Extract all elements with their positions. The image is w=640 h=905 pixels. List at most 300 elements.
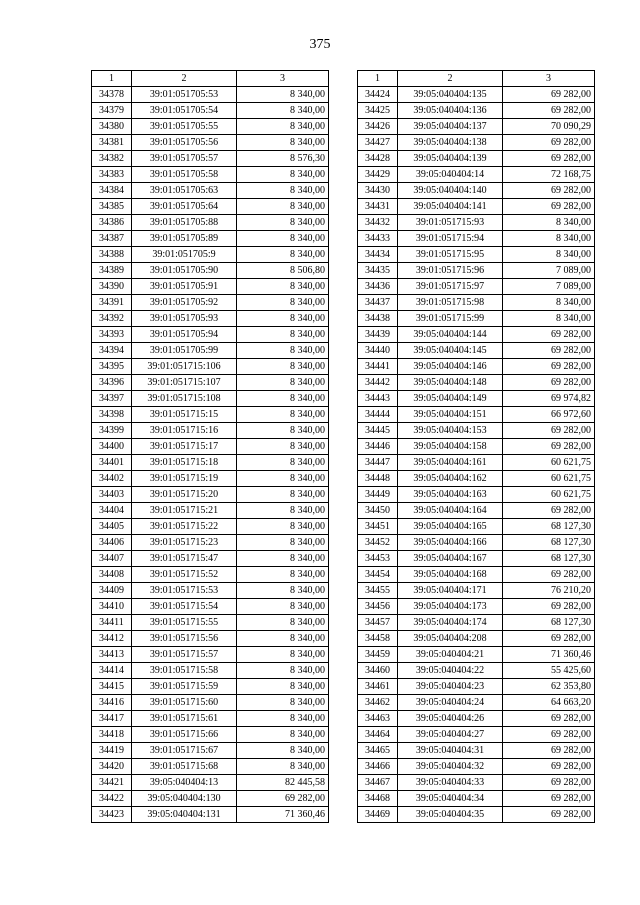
row-number-cell: 34408 <box>92 567 132 583</box>
value-cell: 8 340,00 <box>237 711 329 727</box>
cadastral-number-cell: 39:01:051705:53 <box>132 87 237 103</box>
row-number-cell: 34424 <box>358 87 398 103</box>
cadastral-number-cell: 39:01:051715:107 <box>132 375 237 391</box>
row-number-cell: 34460 <box>358 663 398 679</box>
row-number-cell: 34433 <box>358 231 398 247</box>
row-number-cell: 34409 <box>92 583 132 599</box>
value-cell: 8 340,00 <box>237 743 329 759</box>
value-cell: 69 974,82 <box>503 391 595 407</box>
row-number-cell: 34418 <box>92 727 132 743</box>
cadastral-number-cell: 39:01:051715:22 <box>132 519 237 535</box>
cadastral-number-cell: 39:01:051705:94 <box>132 327 237 343</box>
table-row <box>358 471 595 487</box>
row-number-cell: 34454 <box>358 567 398 583</box>
value-cell: 8 340,00 <box>237 135 329 151</box>
table-row <box>92 359 329 375</box>
row-number-cell: 34431 <box>358 199 398 215</box>
value-cell: 8 340,00 <box>237 391 329 407</box>
cadastral-number-cell: 39:01:051715:96 <box>398 263 503 279</box>
table-row <box>358 663 595 679</box>
value-cell: 82 445,58 <box>237 775 329 791</box>
table-row <box>358 807 595 823</box>
table-row <box>92 535 329 551</box>
row-number-cell: 34416 <box>92 695 132 711</box>
cadastral-number-cell: 39:01:051705:89 <box>132 231 237 247</box>
row-number-cell: 34463 <box>358 711 398 727</box>
table-row <box>92 695 329 711</box>
row-number-cell: 34380 <box>92 119 132 135</box>
row-number-cell: 34447 <box>358 455 398 471</box>
row-number-cell: 34446 <box>358 439 398 455</box>
value-cell: 8 340,00 <box>237 103 329 119</box>
row-number-cell: 34405 <box>92 519 132 535</box>
table-left-body <box>92 71 329 823</box>
value-cell: 8 340,00 <box>237 343 329 359</box>
row-number-cell: 34452 <box>358 535 398 551</box>
cadastral-number-cell: 39:05:040404:149 <box>398 391 503 407</box>
value-cell: 69 282,00 <box>503 359 595 375</box>
value-cell: 8 340,00 <box>237 631 329 647</box>
cadastral-number-cell: 39:01:051715:15 <box>132 407 237 423</box>
cadastral-number-cell: 39:05:040404:163 <box>398 487 503 503</box>
value-cell: 69 282,00 <box>503 183 595 199</box>
table-row <box>92 727 329 743</box>
cadastral-number-cell: 39:05:040404:166 <box>398 535 503 551</box>
value-cell: 69 282,00 <box>503 599 595 615</box>
cadastral-number-cell: 39:05:040404:171 <box>398 583 503 599</box>
value-cell: 72 168,75 <box>503 167 595 183</box>
table-row <box>358 775 595 791</box>
value-cell: 60 621,75 <box>503 471 595 487</box>
cadastral-number-cell: 39:05:040404:27 <box>398 727 503 743</box>
row-number-cell: 34410 <box>92 599 132 615</box>
row-number-cell: 34422 <box>92 791 132 807</box>
row-number-cell: 34420 <box>92 759 132 775</box>
table-row <box>92 103 329 119</box>
value-cell: 8 340,00 <box>237 759 329 775</box>
value-cell: 8 340,00 <box>237 407 329 423</box>
row-number-cell: 34417 <box>92 711 132 727</box>
cadastral-number-cell: 39:01:051715:108 <box>132 391 237 407</box>
table-row <box>358 183 595 199</box>
table-row <box>358 791 595 807</box>
table-row <box>92 743 329 759</box>
table-header-row <box>358 71 595 87</box>
table-row <box>358 343 595 359</box>
table-row <box>92 615 329 631</box>
table-row <box>92 263 329 279</box>
row-number-cell: 34396 <box>92 375 132 391</box>
table-row <box>358 487 595 503</box>
value-cell: 68 127,30 <box>503 535 595 551</box>
table-row <box>358 615 595 631</box>
value-cell: 8 340,00 <box>237 327 329 343</box>
row-number-cell: 34453 <box>358 551 398 567</box>
row-number-cell: 34397 <box>92 391 132 407</box>
cadastral-number-cell: 39:05:040404:161 <box>398 455 503 471</box>
cadastral-number-cell: 39:05:040404:35 <box>398 807 503 823</box>
row-number-cell: 34451 <box>358 519 398 535</box>
table-row <box>92 199 329 215</box>
value-cell: 8 340,00 <box>237 295 329 311</box>
row-number-cell: 34402 <box>92 471 132 487</box>
value-cell: 69 282,00 <box>503 199 595 215</box>
table-row <box>92 807 329 823</box>
row-number-cell: 34439 <box>358 327 398 343</box>
table-row <box>358 391 595 407</box>
row-number-cell: 34461 <box>358 679 398 695</box>
value-cell: 8 340,00 <box>503 295 595 311</box>
cadastral-number-cell: 39:05:040404:148 <box>398 375 503 391</box>
table-row <box>358 583 595 599</box>
table-row <box>92 791 329 807</box>
row-number-cell: 34458 <box>358 631 398 647</box>
cadastral-number-cell: 39:05:040404:144 <box>398 327 503 343</box>
row-number-cell: 34385 <box>92 199 132 215</box>
value-cell: 69 282,00 <box>503 423 595 439</box>
table-row <box>92 407 329 423</box>
cadastral-number-cell: 39:01:051705:57 <box>132 151 237 167</box>
cadastral-number-cell: 39:01:051715:19 <box>132 471 237 487</box>
value-cell: 71 360,46 <box>237 807 329 823</box>
table-row <box>92 487 329 503</box>
row-number-cell: 34443 <box>358 391 398 407</box>
value-cell: 68 127,30 <box>503 519 595 535</box>
table-row <box>358 647 595 663</box>
row-number-cell: 34381 <box>92 135 132 151</box>
table-row <box>92 327 329 343</box>
table-row <box>358 359 595 375</box>
row-number-cell: 34438 <box>358 311 398 327</box>
cadastral-number-cell: 39:01:051715:16 <box>132 423 237 439</box>
cadastral-number-cell: 39:01:051715:56 <box>132 631 237 647</box>
cadastral-number-cell: 39:01:051715:98 <box>398 295 503 311</box>
table-row <box>92 599 329 615</box>
table-left <box>91 70 329 823</box>
value-cell: 69 282,00 <box>237 791 329 807</box>
table-row <box>92 775 329 791</box>
cadastral-number-cell: 39:01:051715:18 <box>132 455 237 471</box>
cadastral-number-cell: 39:05:040404:174 <box>398 615 503 631</box>
row-number-cell: 34421 <box>92 775 132 791</box>
header-cell-2: 2 <box>132 71 237 87</box>
table-row <box>92 231 329 247</box>
value-cell: 8 340,00 <box>237 519 329 535</box>
table-row <box>358 711 595 727</box>
table-header-row <box>92 71 329 87</box>
table-row <box>358 135 595 151</box>
cadastral-number-cell: 39:05:040404:21 <box>398 647 503 663</box>
table-row <box>92 647 329 663</box>
table-row <box>358 87 595 103</box>
value-cell: 8 340,00 <box>237 679 329 695</box>
cadastral-number-cell: 39:01:051715:53 <box>132 583 237 599</box>
cadastral-number-cell: 39:05:040404:22 <box>398 663 503 679</box>
table-row <box>92 679 329 695</box>
cadastral-number-cell: 39:01:051715:106 <box>132 359 237 375</box>
row-number-cell: 34392 <box>92 311 132 327</box>
row-number-cell: 34425 <box>358 103 398 119</box>
cadastral-number-cell: 39:05:040404:168 <box>398 567 503 583</box>
cadastral-number-cell: 39:01:051715:60 <box>132 695 237 711</box>
cadastral-number-cell: 39:01:051705:93 <box>132 311 237 327</box>
table-row <box>92 503 329 519</box>
cadastral-number-cell: 39:01:051705:88 <box>132 215 237 231</box>
table-row <box>358 119 595 135</box>
value-cell: 71 360,46 <box>503 647 595 663</box>
cadastral-number-cell: 39:05:040404:33 <box>398 775 503 791</box>
row-number-cell: 34389 <box>92 263 132 279</box>
value-cell: 69 282,00 <box>503 439 595 455</box>
row-number-cell: 34383 <box>92 167 132 183</box>
value-cell: 8 340,00 <box>237 359 329 375</box>
table-row <box>92 663 329 679</box>
cadastral-number-cell: 39:01:051715:59 <box>132 679 237 695</box>
row-number-cell: 34468 <box>358 791 398 807</box>
cadastral-number-cell: 39:01:051715:93 <box>398 215 503 231</box>
table-row <box>358 279 595 295</box>
cadastral-number-cell: 39:01:051715:97 <box>398 279 503 295</box>
table-row <box>358 231 595 247</box>
row-number-cell: 34384 <box>92 183 132 199</box>
value-cell: 69 282,00 <box>503 503 595 519</box>
header-cell-2: 2 <box>398 71 503 87</box>
table-row <box>92 215 329 231</box>
cadastral-number-cell: 39:01:051705:92 <box>132 295 237 311</box>
row-number-cell: 34411 <box>92 615 132 631</box>
value-cell: 8 340,00 <box>237 583 329 599</box>
table-row <box>358 567 595 583</box>
cadastral-number-cell: 39:01:051705:90 <box>132 263 237 279</box>
cadastral-number-cell: 39:01:051705:9 <box>132 247 237 263</box>
row-number-cell: 34435 <box>358 263 398 279</box>
table-row <box>358 599 595 615</box>
row-number-cell: 34456 <box>358 599 398 615</box>
row-number-cell: 34465 <box>358 743 398 759</box>
row-number-cell: 34419 <box>92 743 132 759</box>
row-number-cell: 34400 <box>92 439 132 455</box>
value-cell: 8 340,00 <box>237 439 329 455</box>
value-cell: 8 340,00 <box>503 231 595 247</box>
value-cell: 69 282,00 <box>503 375 595 391</box>
row-number-cell: 34394 <box>92 343 132 359</box>
row-number-cell: 34379 <box>92 103 132 119</box>
cadastral-number-cell: 39:01:051715:20 <box>132 487 237 503</box>
row-number-cell: 34427 <box>358 135 398 151</box>
row-number-cell: 34401 <box>92 455 132 471</box>
row-number-cell: 34407 <box>92 551 132 567</box>
cadastral-number-cell: 39:01:051715:55 <box>132 615 237 631</box>
row-number-cell: 34437 <box>358 295 398 311</box>
header-cell-1: 1 <box>92 71 132 87</box>
table-row <box>92 247 329 263</box>
cadastral-number-cell: 39:05:040404:138 <box>398 135 503 151</box>
cadastral-number-cell: 39:05:040404:158 <box>398 439 503 455</box>
row-number-cell: 34442 <box>358 375 398 391</box>
value-cell: 69 282,00 <box>503 775 595 791</box>
table-row <box>92 391 329 407</box>
table-row <box>358 215 595 231</box>
value-cell: 8 340,00 <box>237 183 329 199</box>
cadastral-number-cell: 39:05:040404:14 <box>398 167 503 183</box>
row-number-cell: 34403 <box>92 487 132 503</box>
table-row <box>358 151 595 167</box>
table-row <box>92 295 329 311</box>
table-row <box>92 167 329 183</box>
table-row <box>92 583 329 599</box>
row-number-cell: 34413 <box>92 647 132 663</box>
cadastral-number-cell: 39:05:040404:141 <box>398 199 503 215</box>
value-cell: 69 282,00 <box>503 743 595 759</box>
table-row <box>358 423 595 439</box>
value-cell: 55 425,60 <box>503 663 595 679</box>
cadastral-number-cell: 39:01:051715:58 <box>132 663 237 679</box>
row-number-cell: 34432 <box>358 215 398 231</box>
table-row <box>358 311 595 327</box>
value-cell: 8 340,00 <box>237 423 329 439</box>
cadastral-number-cell: 39:01:051715:99 <box>398 311 503 327</box>
value-cell: 8 340,00 <box>237 535 329 551</box>
table-row <box>92 135 329 151</box>
row-number-cell: 34395 <box>92 359 132 375</box>
table-row <box>92 279 329 295</box>
table-row <box>92 423 329 439</box>
value-cell: 8 340,00 <box>503 247 595 263</box>
row-number-cell: 34404 <box>92 503 132 519</box>
cadastral-number-cell: 39:05:040404:137 <box>398 119 503 135</box>
table-right <box>357 70 595 823</box>
table-row <box>358 631 595 647</box>
table-row <box>358 375 595 391</box>
table-row <box>358 503 595 519</box>
row-number-cell: 34382 <box>92 151 132 167</box>
row-number-cell: 34434 <box>358 247 398 263</box>
row-number-cell: 34440 <box>358 343 398 359</box>
cadastral-number-cell: 39:01:051715:17 <box>132 439 237 455</box>
value-cell: 8 340,00 <box>237 215 329 231</box>
table-row <box>358 455 595 471</box>
table-row <box>92 87 329 103</box>
value-cell: 8 340,00 <box>237 119 329 135</box>
value-cell: 8 340,00 <box>237 455 329 471</box>
value-cell: 8 576,30 <box>237 151 329 167</box>
table-row <box>92 311 329 327</box>
header-cell-3: 3 <box>237 71 329 87</box>
cadastral-number-cell: 39:01:051705:54 <box>132 103 237 119</box>
value-cell: 8 340,00 <box>237 695 329 711</box>
table-row <box>92 759 329 775</box>
table-row <box>358 759 595 775</box>
cadastral-number-cell: 39:05:040404:26 <box>398 711 503 727</box>
cadastral-number-cell: 39:05:040404:146 <box>398 359 503 375</box>
table-row <box>92 567 329 583</box>
value-cell: 8 340,00 <box>237 471 329 487</box>
cadastral-number-cell: 39:01:051715:54 <box>132 599 237 615</box>
value-cell: 69 282,00 <box>503 151 595 167</box>
row-number-cell: 34449 <box>358 487 398 503</box>
table-row <box>358 535 595 551</box>
cadastral-number-cell: 39:05:040404:135 <box>398 87 503 103</box>
table-row <box>92 119 329 135</box>
row-number-cell: 34412 <box>92 631 132 647</box>
cadastral-number-cell: 39:05:040404:13 <box>132 775 237 791</box>
value-cell: 69 282,00 <box>503 727 595 743</box>
value-cell: 68 127,30 <box>503 615 595 631</box>
row-number-cell: 34469 <box>358 807 398 823</box>
value-cell: 8 340,00 <box>237 87 329 103</box>
row-number-cell: 34462 <box>358 695 398 711</box>
cadastral-number-cell: 39:05:040404:173 <box>398 599 503 615</box>
row-number-cell: 34426 <box>358 119 398 135</box>
cadastral-number-cell: 39:01:051715:47 <box>132 551 237 567</box>
row-number-cell: 34444 <box>358 407 398 423</box>
value-cell: 7 089,00 <box>503 279 595 295</box>
row-number-cell: 34423 <box>92 807 132 823</box>
row-number-cell: 34450 <box>358 503 398 519</box>
cadastral-number-cell: 39:05:040404:145 <box>398 343 503 359</box>
value-cell: 62 353,80 <box>503 679 595 695</box>
value-cell: 8 340,00 <box>503 215 595 231</box>
row-number-cell: 34398 <box>92 407 132 423</box>
value-cell: 8 506,80 <box>237 263 329 279</box>
row-number-cell: 34399 <box>92 423 132 439</box>
value-cell: 8 340,00 <box>237 311 329 327</box>
table-row <box>358 695 595 711</box>
table-right-body <box>358 71 595 823</box>
row-number-cell: 34445 <box>358 423 398 439</box>
table-row <box>92 551 329 567</box>
cadastral-number-cell: 39:05:040404:153 <box>398 423 503 439</box>
row-number-cell: 34430 <box>358 183 398 199</box>
row-number-cell: 34388 <box>92 247 132 263</box>
value-cell: 8 340,00 <box>237 487 329 503</box>
table-row <box>92 183 329 199</box>
row-number-cell: 34457 <box>358 615 398 631</box>
row-number-cell: 34467 <box>358 775 398 791</box>
cadastral-number-cell: 39:01:051705:64 <box>132 199 237 215</box>
cadastral-number-cell: 39:01:051715:68 <box>132 759 237 775</box>
cadastral-number-cell: 39:01:051715:66 <box>132 727 237 743</box>
table-row <box>358 263 595 279</box>
value-cell: 69 282,00 <box>503 343 595 359</box>
cadastral-number-cell: 39:01:051715:52 <box>132 567 237 583</box>
value-cell: 69 282,00 <box>503 631 595 647</box>
table-row <box>92 519 329 535</box>
value-cell: 69 282,00 <box>503 711 595 727</box>
table-row <box>358 199 595 215</box>
table-row <box>358 407 595 423</box>
value-cell: 69 282,00 <box>503 87 595 103</box>
cadastral-number-cell: 39:05:040404:162 <box>398 471 503 487</box>
value-cell: 60 621,75 <box>503 455 595 471</box>
value-cell: 8 340,00 <box>237 279 329 295</box>
cadastral-number-cell: 39:01:051715:95 <box>398 247 503 263</box>
value-cell: 69 282,00 <box>503 327 595 343</box>
row-number-cell: 34429 <box>358 167 398 183</box>
row-number-cell: 34415 <box>92 679 132 695</box>
cadastral-number-cell: 39:05:040404:31 <box>398 743 503 759</box>
table-row <box>358 519 595 535</box>
page-number: 375 <box>309 37 331 52</box>
cadastral-number-cell: 39:05:040404:140 <box>398 183 503 199</box>
row-number-cell: 34406 <box>92 535 132 551</box>
value-cell: 69 282,00 <box>503 759 595 775</box>
cadastral-number-cell: 39:01:051705:99 <box>132 343 237 359</box>
cadastral-number-cell: 39:01:051705:91 <box>132 279 237 295</box>
cadastral-number-cell: 39:05:040404:165 <box>398 519 503 535</box>
table-row <box>358 327 595 343</box>
value-cell: 66 972,60 <box>503 407 595 423</box>
